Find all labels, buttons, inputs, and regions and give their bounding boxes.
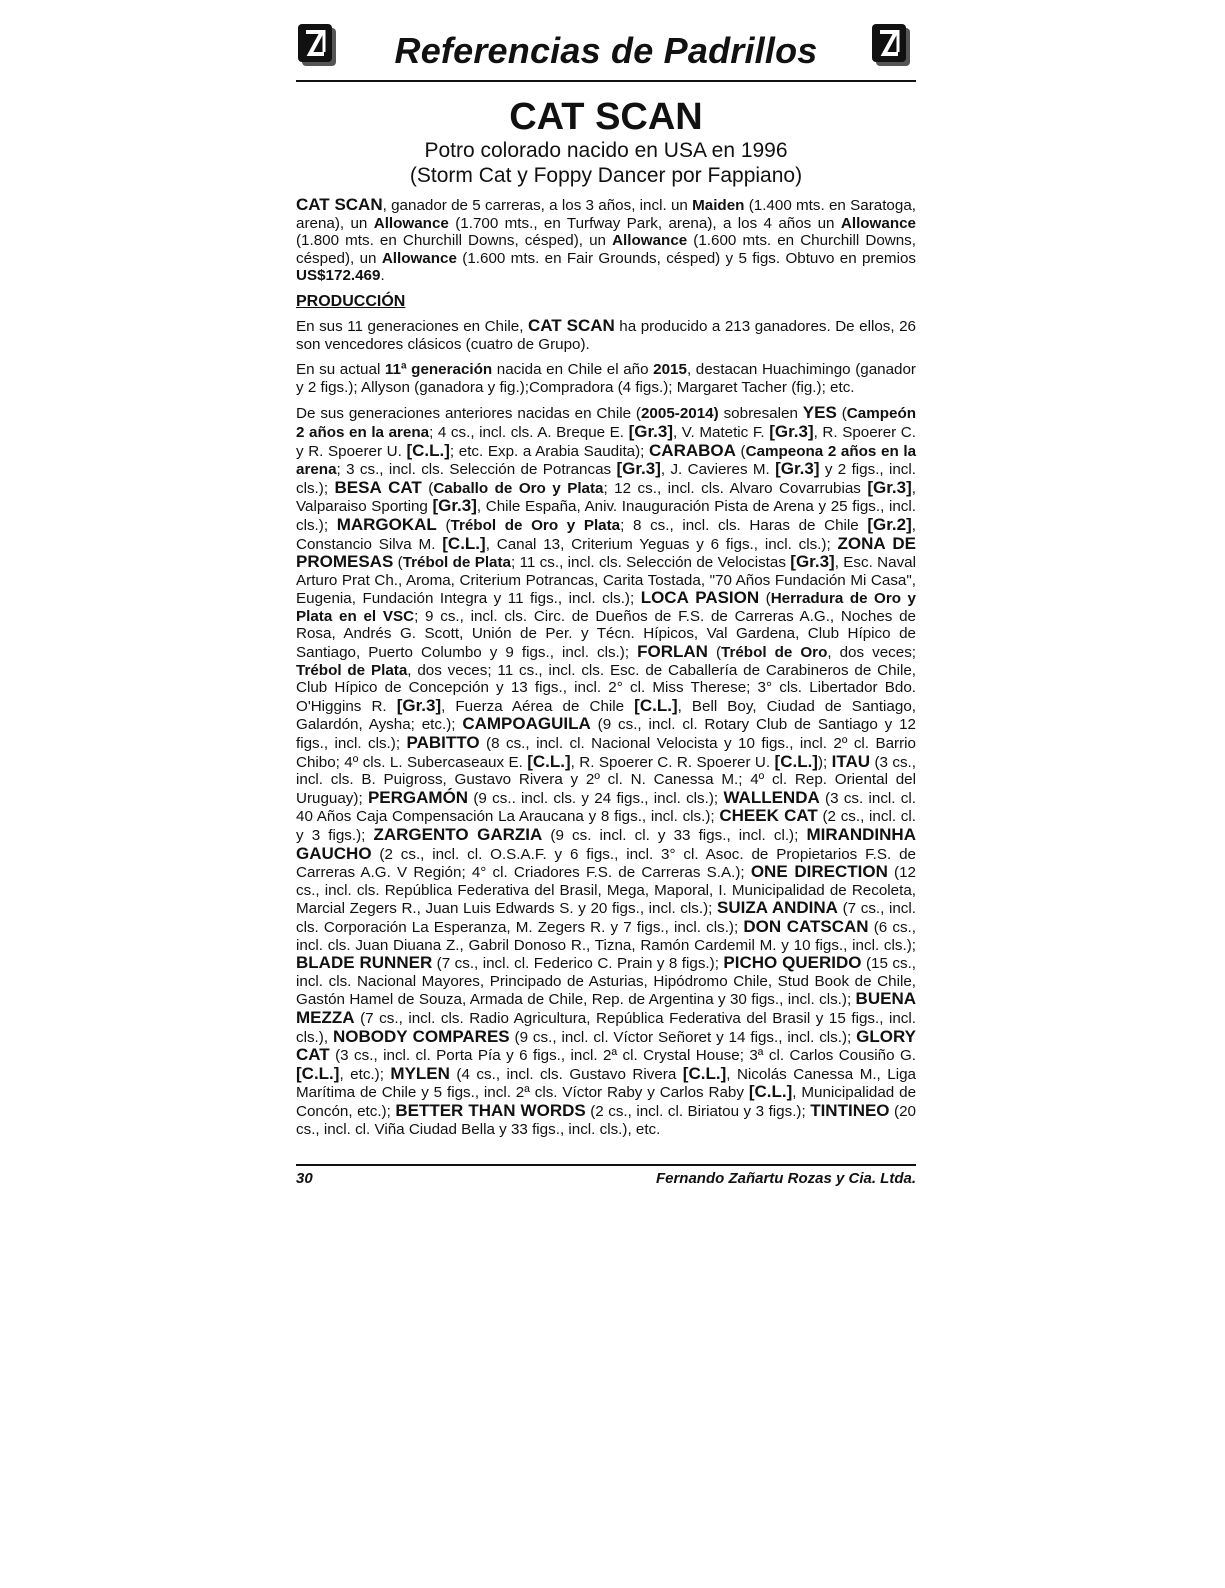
highlighted-name: CHEEK CAT — [719, 806, 818, 826]
body-text: , dos veces; 11 cs., incl. cls. Esc. de Caballería de Carabineros de Chile, Club Hípico de Concepción y 13 figs., incl. 2° cl. Miss Therese; 3° cls. Libertador Bdo. O'Higgins R. — [296, 661, 916, 715]
body-text: (9 cs., incl. cl. Rotary Club de Santiago y 12 figs., incl. cls.); — [296, 716, 916, 753]
body-text: (1.600 mts. en Fair Grounds, césped) y 5 figs. Obtuvo en premios — [456, 249, 916, 267]
highlighted-name: WALLENDA — [723, 787, 820, 807]
bold-text: 11ª generación — [384, 361, 493, 379]
body-text: ( — [836, 405, 847, 423]
highlighted-name: [C.L.] — [296, 1063, 340, 1083]
highlighted-name: ZONA DE PROMESAS — [296, 533, 917, 572]
highlighted-name: [Gr.3] — [616, 459, 661, 479]
body-text: ( — [393, 554, 403, 572]
highlighted-name: NOBODY COMPARES — [332, 1026, 510, 1046]
highlighted-name: SUIZA ANDINA — [716, 898, 838, 918]
page-footer — [296, 1164, 916, 1187]
highlighted-name: MYLEN — [390, 1063, 450, 1083]
body-text: ( — [735, 442, 746, 460]
highlighted-name: [Gr.3] — [769, 421, 814, 441]
body-text: , Valparaiso Sporting — [296, 479, 917, 516]
highlighted-name: [C.L.] — [442, 533, 486, 553]
highlighted-name: [Gr.3] — [867, 477, 912, 497]
section-heading-produccion: PRODUCCIÓN — [296, 292, 406, 310]
highlighted-name: CAT SCAN — [527, 315, 615, 335]
highlighted-name: CAT SCAN — [296, 195, 383, 214]
body-text: ; 9 cs., incl. cls. Circ. de Dueños de F.S. de Carreras A.G., Noches de Rosa, Andrés G. Scott, Unión de Per. y Técn. Hípicos, Val Gardena, Club Hípico de Santiago, Puerto Columbo y 9 figs., incl. cls.); — [296, 607, 916, 662]
body-text: En sus 11 generaciones en Chile, — [296, 317, 528, 335]
highlighted-name: [C.L.] — [748, 1082, 793, 1102]
highlighted-name: PABITTO — [406, 733, 480, 753]
bold-text: Trébol de Plata — [296, 661, 408, 679]
highlighted-name: [C.L.] — [634, 695, 678, 715]
highlighted-name: [Gr.3] — [775, 459, 820, 479]
highlighted-name: GLORY CAT — [296, 1026, 916, 1065]
body-text: ; 8 cs., incl. cls. Haras de Chile — [620, 516, 868, 534]
body-text: (7 cs., incl. cls. Corporación La Esperanza, M. Zegers R. y 7 figs., incl. cls.); — [296, 900, 916, 936]
highlighted-name: BUENA MEZZA — [296, 989, 916, 1027]
highlighted-name: CAMPOAGUILA — [462, 714, 591, 734]
page — [296, 14, 916, 1138]
body-text: ; 3 cs., incl. cls. Selección de Potrancas — [336, 461, 617, 479]
body-text: , dos veces; — [827, 644, 917, 662]
body-text: (9 cs. incl. cl. y 33 figs., incl. cl.); — [542, 827, 807, 844]
highlighted-name: ONE DIRECTION — [750, 862, 888, 882]
body-text: En su actual — [296, 361, 385, 379]
racing-campaign-paragraph — [296, 196, 916, 285]
bold-text: 2015 — [653, 361, 687, 379]
highlighted-name: MARGOKAL — [336, 514, 437, 534]
body-text: , Chile España, Aniv. Inauguración Pista de Arena y 25 figs., incl. cls.); — [296, 498, 916, 534]
body-text: . — [380, 267, 385, 285]
highlighted-name: BETTER THAN WORDS — [395, 1100, 586, 1120]
body-text: (20 cs., incl. cl. Viña Ciudad Bella y 33 figs., incl. cls.), etc. — [296, 1102, 916, 1138]
page-number: 30 — [296, 1170, 313, 1187]
highlighted-name: BESA CAT — [334, 477, 422, 497]
highlighted-name: ZARGENTO GARZIA — [373, 825, 543, 844]
body-text: ha producido a 213 ganadores. De ellos, 26 son vencedores clásicos (cuatro de Grupo). — [296, 317, 916, 353]
body-text: (3 cs., incl. cls. B. Puigross, Gustavo Rivera y 2º cl. N. Canessa M.; 4º cl. Rep. Oriental del Uruguay); — [296, 753, 917, 807]
current-generation-paragraph — [296, 361, 916, 396]
body-text: , V. Matetic F. — [673, 423, 770, 441]
body-text: (2 cs., incl. cl. Biriatou y 3 figs.); — [585, 1102, 811, 1120]
body-text: ; 4 cs., incl. cls. A. Breque E. — [429, 423, 629, 441]
body-text: (7 cs., incl. cls. Radio Agricultura, República Federativa del Brasil y 15 figs., incl. cls.), — [296, 1009, 916, 1046]
highlighted-name: DON CATSCAN — [743, 916, 869, 936]
body-text: (6 cs., incl. cls. Juan Diuana Z., Gabril Donoso R., Tizna, Ramón Cardemil M. y 10 figs., incl. cls.); — [296, 918, 916, 954]
page-header — [296, 14, 916, 82]
highlighted-name: [Gr.3] — [790, 552, 835, 572]
bold-text: Allowance — [840, 214, 916, 232]
horse-pedigree: (Storm Cat y Foppy Dancer por Fappiano) — [409, 164, 803, 187]
body-text: , Nicolás Canessa M., Liga Marítima de Chile y 5 figs., incl. 2ª cls. Víctor Raby y Carlos Raby — [296, 1065, 916, 1102]
highlighted-name: PICHO QUERIDO — [723, 953, 862, 973]
header-title: Referencias de Padrillos — [394, 30, 818, 71]
body-text: , etc.); — [339, 1065, 391, 1083]
bold-text: Trébol de Oro y Plata — [450, 516, 621, 534]
body-text: (3 cs. incl. cl. 40 Años Caja Compensación La Araucana y 8 figs., incl. cls.); — [296, 789, 916, 826]
body-text: , destacan Huachimingo (ganador y 2 figs.); Allyson (ganadora y fig.);Compradora (4 figs.); Margaret Tacher (fig.); etc. — [296, 361, 916, 396]
highlighted-name: [C.L.] — [682, 1063, 727, 1083]
bold-text: Herradura de Oro y Plata en el VSC — [296, 590, 916, 625]
body-text: (1.600 mts. en Churchill Downs, césped), un — [296, 232, 916, 267]
bold-text: 2005-2014) — [640, 405, 719, 423]
body-text: , Municipalidad de Concón, etc.); — [296, 1084, 917, 1120]
highlighted-name: FORLAN — [637, 642, 708, 662]
body-text: (7 cs., incl. cl. Federico C. Prain y 8 figs.); — [432, 955, 724, 973]
highlighted-name: CARABOA — [649, 440, 736, 460]
body-text: ( — [436, 516, 451, 534]
bold-text: US$172.469 — [296, 267, 381, 285]
body-text: , R. Spoerer C. R. Spoerer U. — [570, 753, 775, 771]
body-text: (3 cs., incl. cl. Porta Pía y 6 figs., incl. 2ª cl. Crystal House; 3ª cl. Carlos Cousiño G. — [329, 1047, 916, 1065]
body-text: , R. Spoerer C. y R. Spoerer U. — [296, 423, 916, 460]
body-text: y 2 figs., incl. cls.); — [296, 461, 916, 497]
highlighted-name: ITAU — [831, 751, 871, 771]
body-text: (12 cs., incl. cls. República Federativa del Brasil, Mega, Maporal, I. Municipalidad de Recoleta, Marcial Zegers R., Juan Luis Edwards S. y 20 figs., incl. cls.); — [296, 864, 916, 918]
body-text: (9 cs.. incl. cls. y 24 figs., incl. cls.); — [468, 789, 724, 807]
highlighted-name: YES — [802, 403, 837, 423]
previous-generations-paragraph — [296, 404, 916, 1138]
body-text: , Esc. Naval Arturo Prat Ch., Aroma, Criterium Potrancas, Carita Tostada, "70 Años Fundación Mi Casa", Eugenia, Fundación Integra y 11 figs., incl. cls.); — [296, 554, 916, 608]
highlighted-name: LOCA PASION — [640, 588, 760, 608]
bold-text: Allowance — [381, 249, 457, 267]
body-text: ( — [707, 644, 722, 662]
body-text: ; 11 cs., incl. cls. Selección de Velocistas — [511, 554, 791, 572]
highlighted-name: [Gr.3] — [628, 421, 673, 441]
bold-text: Allowance — [373, 214, 449, 232]
body-text: ); — [817, 753, 832, 771]
publisher-name: Fernando Zañartu Rozas y Cia. Ltda. — [655, 1170, 916, 1187]
body-text: nacida en Chile el año — [492, 361, 654, 379]
body-text: (1.400 mts. en Saratoga, arena), un — [296, 197, 916, 232]
highlighted-name: [C.L.] — [406, 440, 450, 460]
body-text: De sus generaciones anteriores nacidas en Chile ( — [296, 405, 641, 423]
highlighted-name: [Gr.2] — [867, 514, 912, 534]
horse-name: CAT SCAN — [509, 96, 703, 138]
body-text: (2 cs., incl. cl. O.S.A.F. y 6 figs., incl. 3° cl. Asoc. de Propietarios F.S. de Carreras A.G. V Región; 4° cl. Criadores F.S. de Carreras S.A.); — [296, 845, 916, 882]
bold-text: Maiden — [692, 197, 745, 214]
highlighted-name: [C.L.] — [527, 751, 571, 771]
publisher-logo-icon — [870, 22, 914, 70]
highlighted-name: MIRANDINHA GAUCHO — [296, 825, 916, 863]
body-text: ; 12 cs., incl. cls. Alvaro Covarrubias — [603, 479, 868, 497]
body-text: , Constancio Silva M. — [296, 516, 916, 553]
body-text: (4 cs., incl. cls. Gustavo Rivera — [449, 1065, 683, 1083]
body-text: ; etc. Exp. a Arabia Saudita); — [449, 442, 650, 460]
body-text: , Canal 13, Criterium Yeguas y 6 figs., incl. cls.); — [485, 535, 838, 553]
bold-text: Campeona 2 años en la arena — [296, 442, 917, 479]
bold-text: Campeón 2 años en la arena — [296, 405, 916, 441]
highlighted-name: [Gr.3] — [396, 695, 442, 715]
body-text: (15 cs., incl. cls. Nacional Mayores, Principado de Asturias, Hipódromo Chile, Stud Book de Chile, Gastón Hamel de Souza, Armada de Chile, Rep. de Argentina y 30 figs., incl. cls.); — [296, 955, 917, 1009]
production-summary-paragraph — [296, 317, 916, 353]
bold-text: Trébol de Oro — [721, 644, 828, 662]
body-text: (9 cs., incl. cl. Víctor Señoret y 14 figs., incl. cls.); — [509, 1028, 857, 1046]
highlighted-name: [C.L.] — [774, 751, 818, 771]
bold-text: Caballo de Oro y Plata — [433, 479, 604, 497]
body-text: sobresalen — [718, 405, 803, 423]
body-text: (1.800 mts. en Churchill Downs, césped), un — [296, 232, 613, 250]
highlighted-name: PERGAMÓN — [367, 787, 469, 807]
bold-text: Allowance — [612, 232, 688, 250]
body-text: , ganador de 5 carreras, a los 3 años, incl. un — [382, 197, 693, 214]
bold-text: Trébol de Plata — [402, 554, 511, 572]
highlighted-name: TINTINEO — [810, 1100, 890, 1120]
body-text: ( — [421, 479, 434, 497]
highlighted-name: [Gr.3] — [432, 496, 477, 516]
highlighted-name: BLADE RUNNER — [296, 953, 433, 973]
body-text: , Bell Boy, Ciudad de Santiago, Galardón, Aysha; etc.); — [296, 697, 916, 734]
body-text: , J. Cavieres M. — [660, 461, 776, 479]
body-text: (1.700 mts., en Turfway Park, arena), a los 4 años un — [448, 214, 841, 232]
body-text: ( — [759, 590, 771, 608]
horse-description: Potro colorado nacido en USA en 1996 — [424, 139, 788, 162]
body-text: (2 cs., incl. cl. y 3 figs.); — [296, 808, 916, 844]
body-text: (8 cs., incl. cl. Nacional Velocista y 10 figs., incl. 2º cl. Barrio Chibo; 4º cls. L. Subercaseaux E. — [296, 735, 916, 771]
body-text: , Fuerza Aérea de Chile — [441, 697, 635, 715]
